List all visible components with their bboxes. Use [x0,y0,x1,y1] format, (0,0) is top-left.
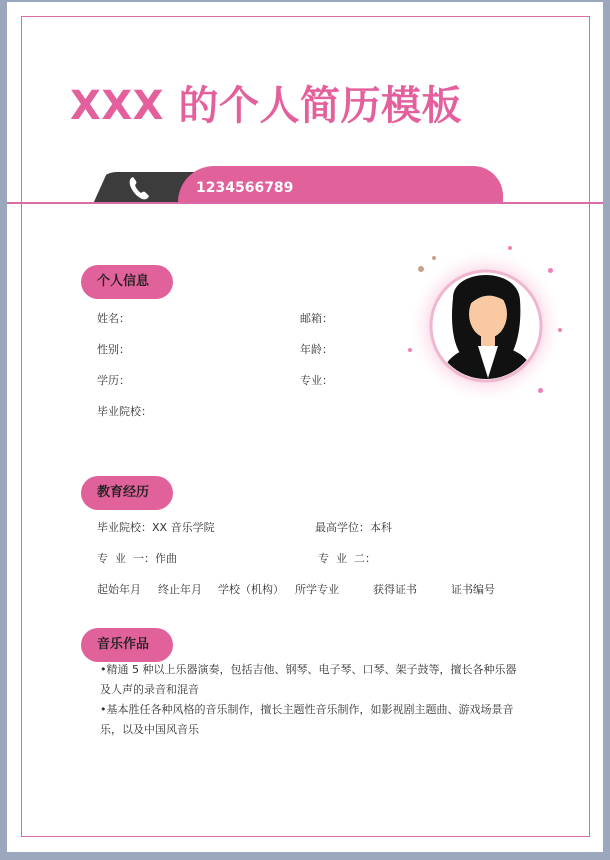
section-personal-info [81,265,173,299]
section-education-label: 教育经历 [97,485,150,500]
edu-major-2: 专 业 二： [318,552,376,565]
edu-col-cert-no: 证书编号 [451,583,495,596]
field-gender: 性别： [97,343,130,356]
edu-major-1: 专 业 一：作曲 [97,552,177,565]
decor-dot [508,246,512,250]
page-title: XXX 的个人简历模板 [70,83,462,129]
music-item-2: •基本胜任各种风格的音乐制作，擅长主题性音乐制作，如影视剧主题曲、游戏场景音乐，以及中国风音乐 [100,703,514,736]
avatar [398,238,568,408]
edu-col-cert: 获得证书 [373,583,417,596]
field-education: 学历： [97,374,130,387]
frame-bottom [21,836,589,837]
frame-top [21,16,589,17]
decor-dot [558,328,562,332]
section-music-works-label: 音乐作品 [97,637,150,652]
decor-dot [538,388,543,393]
decor-dot [548,268,553,273]
frame-right [589,16,590,837]
edu-col-start: 起始年月 [97,583,141,596]
edu-degree: 最高学位：本科 [315,521,392,534]
section-personal-info-label: 个人信息 [97,274,150,289]
female-avatar-icon [398,238,568,408]
section-education [81,476,173,510]
field-email: 邮箱： [300,312,333,325]
resume-page [7,2,603,852]
field-name: 姓名： [97,312,130,325]
frame-left [21,16,22,837]
phone-icon [127,175,151,201]
edu-col-school: 学校（机构） [218,583,284,596]
music-item-1: •精通 5 种以上乐器演奏，包括吉他、钢琴、电子琴、口琴、架子鼓等，擅长各种乐器及人声的录音和混音 [100,663,517,696]
field-school: 毕业院校： [97,405,152,418]
edu-col-end: 终止年月 [158,583,202,596]
section-music-works [81,628,173,662]
decor-dot [418,266,424,272]
phone-bar-line [7,202,603,204]
field-age: 年龄： [300,343,333,356]
phone-number: 1234566789 [196,180,294,196]
decor-dot [432,256,436,260]
decor-dot [408,348,412,352]
field-major: 专业： [300,374,333,387]
edu-col-major: 所学专业 [295,583,339,596]
edu-school: 毕业院校：XX 音乐学院 [97,521,215,534]
